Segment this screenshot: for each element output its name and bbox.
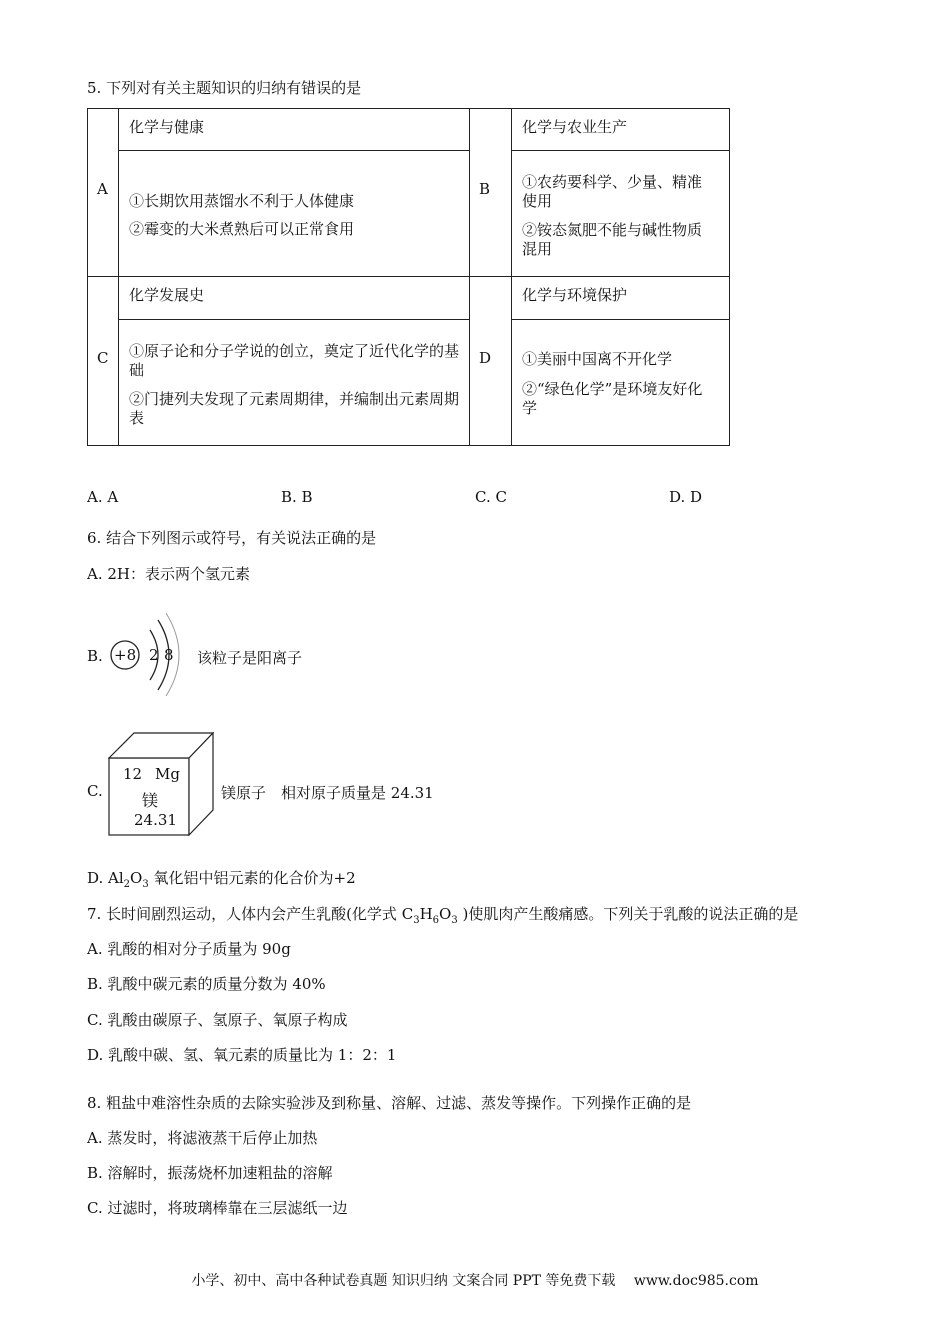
q7-stem: 7. 长时间剧烈运动，人体内会产生乳酸(化学式 $C_3H_6O_3$ )使肌肉产生酸痛感。下列关于乳酸的说法正确的是 (87, 905, 799, 926)
q6-option-b-label: B. (87, 647, 103, 665)
q5-option-b: B. B (281, 488, 313, 506)
element-symbol: Mg (155, 765, 180, 783)
q6-option-b-text: 该粒子是阳离子 (197, 649, 303, 667)
row-c-item1: ①原子论和分子学说的创立，奠定了近代化学的基础 (129, 342, 460, 379)
q6-option-a: A. 2H：表示两个氢元素 (87, 565, 250, 583)
q5-option-c: C. C (475, 488, 507, 506)
row-d-title: 化学与环境保护 (522, 286, 628, 304)
row-a-item1: ①长期饮用蒸馏水不利于人体健康 (129, 192, 355, 210)
q7-option-a: A. 乳酸的相对分子质量为 90g (87, 940, 291, 958)
q7-option-c: C. 乳酸由碳原子、氢原子、氧原子构成 (87, 1011, 348, 1029)
q5-option-a: A. A (87, 488, 119, 506)
atomic-mass: 24.31 (134, 811, 177, 829)
q6-stem: 6. 结合下列图示或符号，有关说法正确的是 (87, 529, 377, 547)
row-c-title: 化学发展史 (129, 286, 205, 304)
q5-stem: 5. 下列对有关主题知识的归纳有错误的是 (87, 79, 362, 97)
q6-option-c-text: 镁原子 相对原子质量是 24.31 (221, 784, 434, 802)
row-a-item2: ②霉变的大米煮熟后可以正常食用 (129, 220, 355, 238)
q8-option-a: A. 蒸发时，将滤液蒸干后停止加热 (87, 1129, 318, 1147)
element-cell-magnesium (108, 732, 214, 836)
row-c-letter: C (97, 349, 109, 367)
row-c-item2: ②门捷列夫发现了元素周期律，并编制出元素周期表 (129, 390, 460, 427)
row-a-letter: A (97, 180, 108, 198)
q8-stem: 8. 粗盐中难溶性杂质的去除实验涉及到称量、溶解、过滤、蒸发等操作。下列操作正确的是 (87, 1094, 692, 1112)
row-d-item1: ①美丽中国离不开化学 (522, 350, 673, 368)
atomic-number: 12 (123, 765, 143, 783)
row-b-title: 化学与农业生产 (522, 118, 628, 136)
q6-option-d: D. $Al_2O_3$ 氧化铝中铝元素的化合价为+2 (87, 869, 356, 890)
q5-option-d: D. D (669, 488, 703, 506)
element-name: 镁 (142, 791, 159, 810)
row-b-item1: ①农药要科学、少量、精准使用 (522, 173, 703, 210)
row-b-letter: B (479, 180, 491, 198)
q8-option-b: B. 溶解时，振荡烧杯加速粗盐的溶解 (87, 1164, 333, 1182)
q6-option-c-label: C. (87, 782, 103, 800)
row-d-item2: ②“绿色化学”是环境友好化学 (522, 380, 703, 417)
q8-option-c: C. 过滤时，将玻璃棒靠在三层滤纸一边 (87, 1199, 348, 1217)
electron-shell-2: 8 (164, 646, 174, 664)
atom-structure-diagram (108, 612, 188, 696)
row-b-item2: ②铵态氮肥不能与碱性物质混用 (522, 221, 703, 258)
page-footer: 小学、初中、高中各种试卷真题 知识归纳 文案合同 PPT 等免费下载 www.doc985.com (191, 1273, 759, 1289)
row-a-title: 化学与健康 (129, 118, 205, 136)
q5-table (87, 108, 730, 446)
nucleus-charge: +8 (114, 646, 137, 664)
row-d-letter: D (479, 349, 492, 367)
q7-option-d: D. 乳酸中碳、氢、氧元素的质量比为 1：2：1 (87, 1046, 397, 1064)
electron-shell-1: 2 (149, 646, 159, 664)
q7-option-b: B. 乳酸中碳元素的质量分数为 40% (87, 975, 326, 993)
